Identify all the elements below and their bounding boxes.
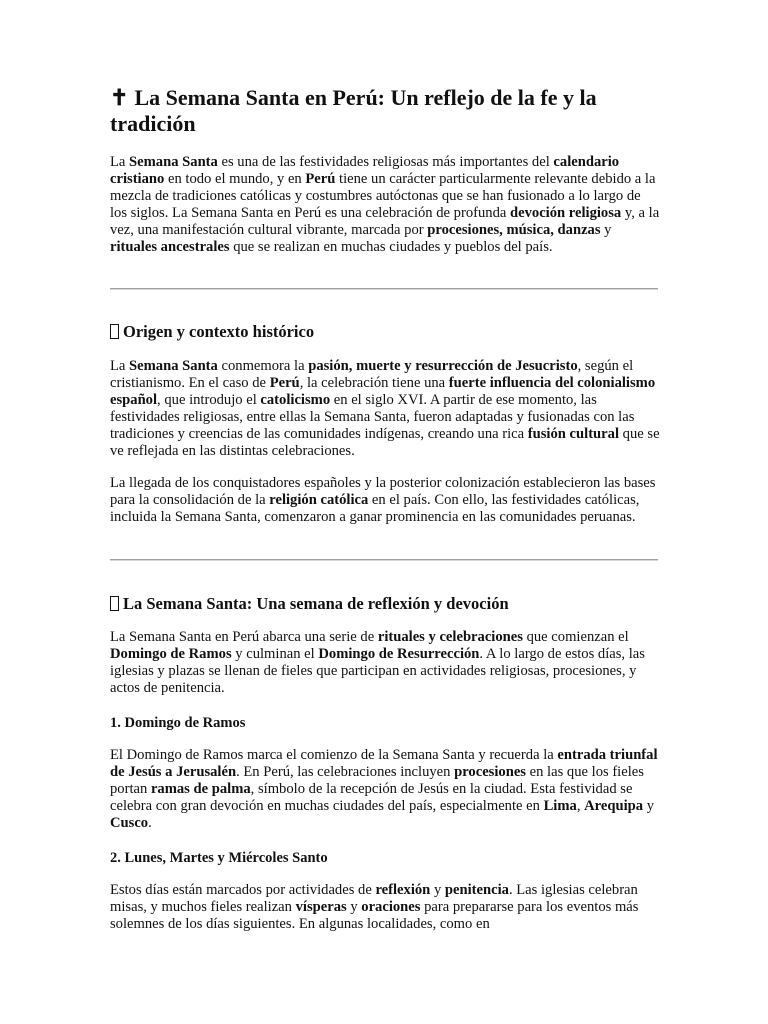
bold-phrase: devoción religiosa [510,205,622,221]
origen-paragraph-1: La Semana Santa conmemora la pasión, muerte y resurrección de Jesucristo, según el cristianismo. En el caso de Perú, la celebración tiene una fuerte influencia del colonialismo español, que introdujo el catolicismo en el siglo XVI. A partir de ese momento, las festividades religiosas, entre ellas la Semana Santa, fueron adaptadas y fusionadas con las tradiciones y creencias de las comunidades indígenas, creando una rica fusión cultural que se ve reflejada en las distintas celebraciones. [110,358,660,459]
bold-phrase: procesiones [454,764,526,780]
bold-phrase: calendario cristiano [110,154,620,187]
bold-phrase: catolicismo [260,392,331,408]
bold-phrase: Domingo de Ramos [110,646,232,662]
bold-phrase: procesiones, música, danzas [427,222,601,238]
section-divider [110,559,658,561]
title-text: La Semana Santa en Perú: Un reflejo de la fe y la tradición [110,85,597,136]
semana-paragraph-1: La Semana Santa en Perú abarca una serie de rituales y celebraciones que comienzan el Domingo de Ramos y culminan el Domingo de Resurrección. A lo largo de estos días, las iglesias y plazas se llenan de fieles que participan en actividades religiosas, procesiones, y actos de penitencia. [110,629,645,696]
missing-glyph-icon [110,324,119,339]
intro-paragraph: La Semana Santa es una de las festividades religiosas más importantes del calendario cristiano en todo el mundo, y en Perú tiene un carácter particularmente relevante debido a la mezcla de tradiciones católicas y costumbres autóctonas que se han fusionado a lo largo de los siglos. La Semana Santa en Perú es una celebración de profunda devoción religiosa y, a la vez, una manifestación cultural vibrante, marcada por procesiones, música, danzas y rituales ancestrales que se realizan en muchas ciudades y pueblos del país. [110,154,660,255]
bold-phrase: ramas de palma [150,781,251,797]
subheading-lunes-martes-miercoles: 2. Lunes, Martes y Miércoles Santo [110,850,328,866]
section-heading-origen [110,322,314,342]
domingo-paragraph: El Domingo de Ramos marca el comienzo de la Semana Santa y recuerda la entrada triunfal de Jesús a Jerusalén. En Perú, las celebraciones incluyen procesiones en las que los fieles portan ramas de palma, símbolo de la recepción de Jesús en la ciudad. Esta festividad se celebra con gran devoción en muchas ciudades del país, especialmente en Lima, Arequipa y Cusco. [110,747,658,831]
bold-phrase: Cusco [110,815,149,831]
section-heading-text: Origen y contexto histórico [123,322,315,341]
bold-phrase: oraciones [361,899,421,915]
bold-phrase: Semana Santa [129,358,218,374]
bold-phrase: Arequipa [584,798,644,814]
bold-phrase: vísperas [295,899,347,915]
bold-phrase: fuerte influencia del colonialismo español [110,375,656,408]
bold-phrase: fusión cultural [527,426,620,442]
missing-glyph-icon [110,596,119,611]
bold-phrase: Perú [269,375,300,391]
lunes-paragraph: Estos días están marcados por actividades de reflexión y penitencia. Las iglesias celebran misas, y muchos fieles realizan vísperas y oraciones para prepararse para los eventos más solemnes de los días siguientes. En algunas localidades, como en [110,882,639,932]
section-heading-text: La Semana Santa: Una semana de reflexión y devoción [123,594,509,613]
section-heading-semana [110,594,509,614]
bold-phrase: Lima [543,798,577,814]
bold-phrase: entrada triunfal de Jesús a Jerusalén [110,747,658,780]
bold-phrase: Domingo de Resurrección [318,646,480,662]
document-title [110,85,660,137]
bold-phrase: reflexión [375,882,431,898]
bold-phrase: pasión, muerte y resurrección de Jesucristo [308,358,578,374]
latin-cross-icon: ✝ [110,85,129,110]
origen-paragraph-2: La llegada de los conquistadores españoles y la posterior colonización establecieron las bases para la consolidación de la religión católica en el país. Con ello, las festividades católicas, incluida la Semana Santa, comenzaron a ganar prominencia en las comunidades peruanas. [110,475,656,525]
bold-phrase: rituales ancestrales [110,239,230,255]
section-divider [110,288,658,290]
subheading-domingo-de-ramos: 1. Domingo de Ramos [110,715,246,731]
bold-phrase: rituales y celebraciones [377,629,523,645]
bold-phrase: penitencia [444,882,509,898]
bold-phrase: Perú [305,171,336,187]
bold-phrase: Semana Santa [129,154,218,170]
bold-phrase: religión católica [269,492,369,508]
